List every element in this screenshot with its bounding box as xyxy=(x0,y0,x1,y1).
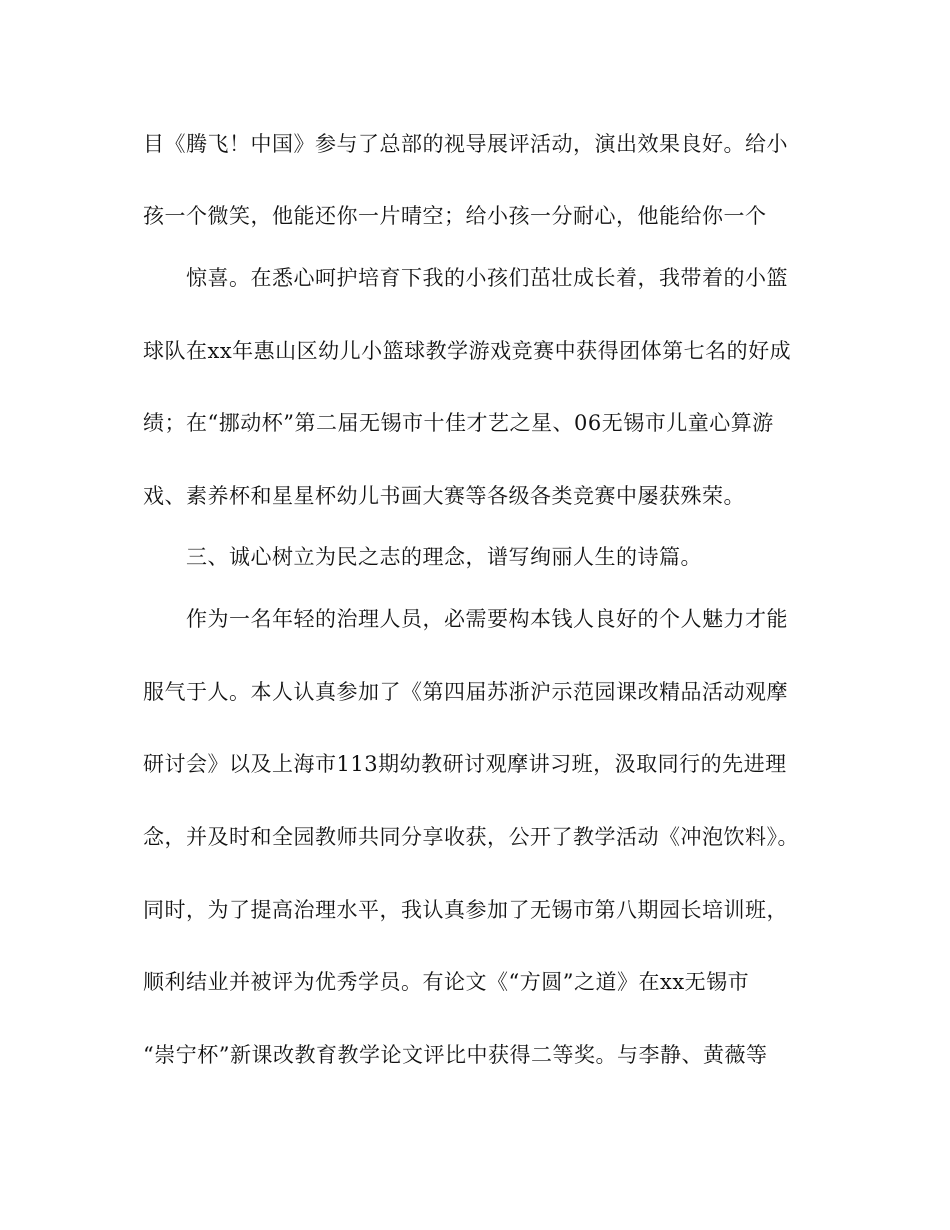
text-line-3: 惊喜。在悉心呵护培育下我的小孩们茁壮成长着，我带着的小篮 xyxy=(186,266,788,290)
section-heading: 三、诚心树立为民之志的理念，谱写绚丽人生的诗篇。 xyxy=(186,545,702,569)
text-line-10: 研讨会》以及上海市113期幼教研讨观摩讲习班，汲取同行的先进理 xyxy=(143,752,787,776)
text-line-12: 同时，为了提高治理水平，我认真参加了无锡市第八期园长培训班， xyxy=(143,898,788,922)
text-line-9: 服气于人。本人认真参加了《第四届苏浙沪示范园课改精品活动观摩 xyxy=(143,680,788,704)
text-line-14: “崇宁杯”新课改教育教学论文评比中获得二等奖。与李静、黄薇等 xyxy=(143,1043,768,1067)
text-line-4: 球队在xx年惠山区幼儿小篮球教学游戏竞赛中获得团体第七名的好成 xyxy=(143,339,792,363)
text-line-6: 戏、素养杯和星星杯幼儿书画大赛等各级各类竞赛中屡获殊荣。 xyxy=(143,484,745,508)
text-line-8: 作为一名年轻的治理人员，必需要构本钱人良好的个人魅力才能 xyxy=(186,607,788,631)
text-line-11: 念，并及时和全园教师共同分享收获，公开了教学活动《冲泡饮料》。 xyxy=(143,825,799,849)
text-line-2: 孩一个微笑，他能还你一片晴空；给小孩一分耐心，他能给你一个 xyxy=(143,204,767,228)
text-line-13: 顺利结业并被评为优秀学员。有论文《“方圆”之道》在xx无锡市 xyxy=(143,970,750,994)
text-line-5: 绩；在“挪动杯”第二届无锡市十佳才艺之星、06无锡市儿童心算游 xyxy=(143,411,774,435)
text-line-1: 目《腾飞！中国》参与了总部的视导展评活动，演出效果良好。给小 xyxy=(143,132,788,156)
